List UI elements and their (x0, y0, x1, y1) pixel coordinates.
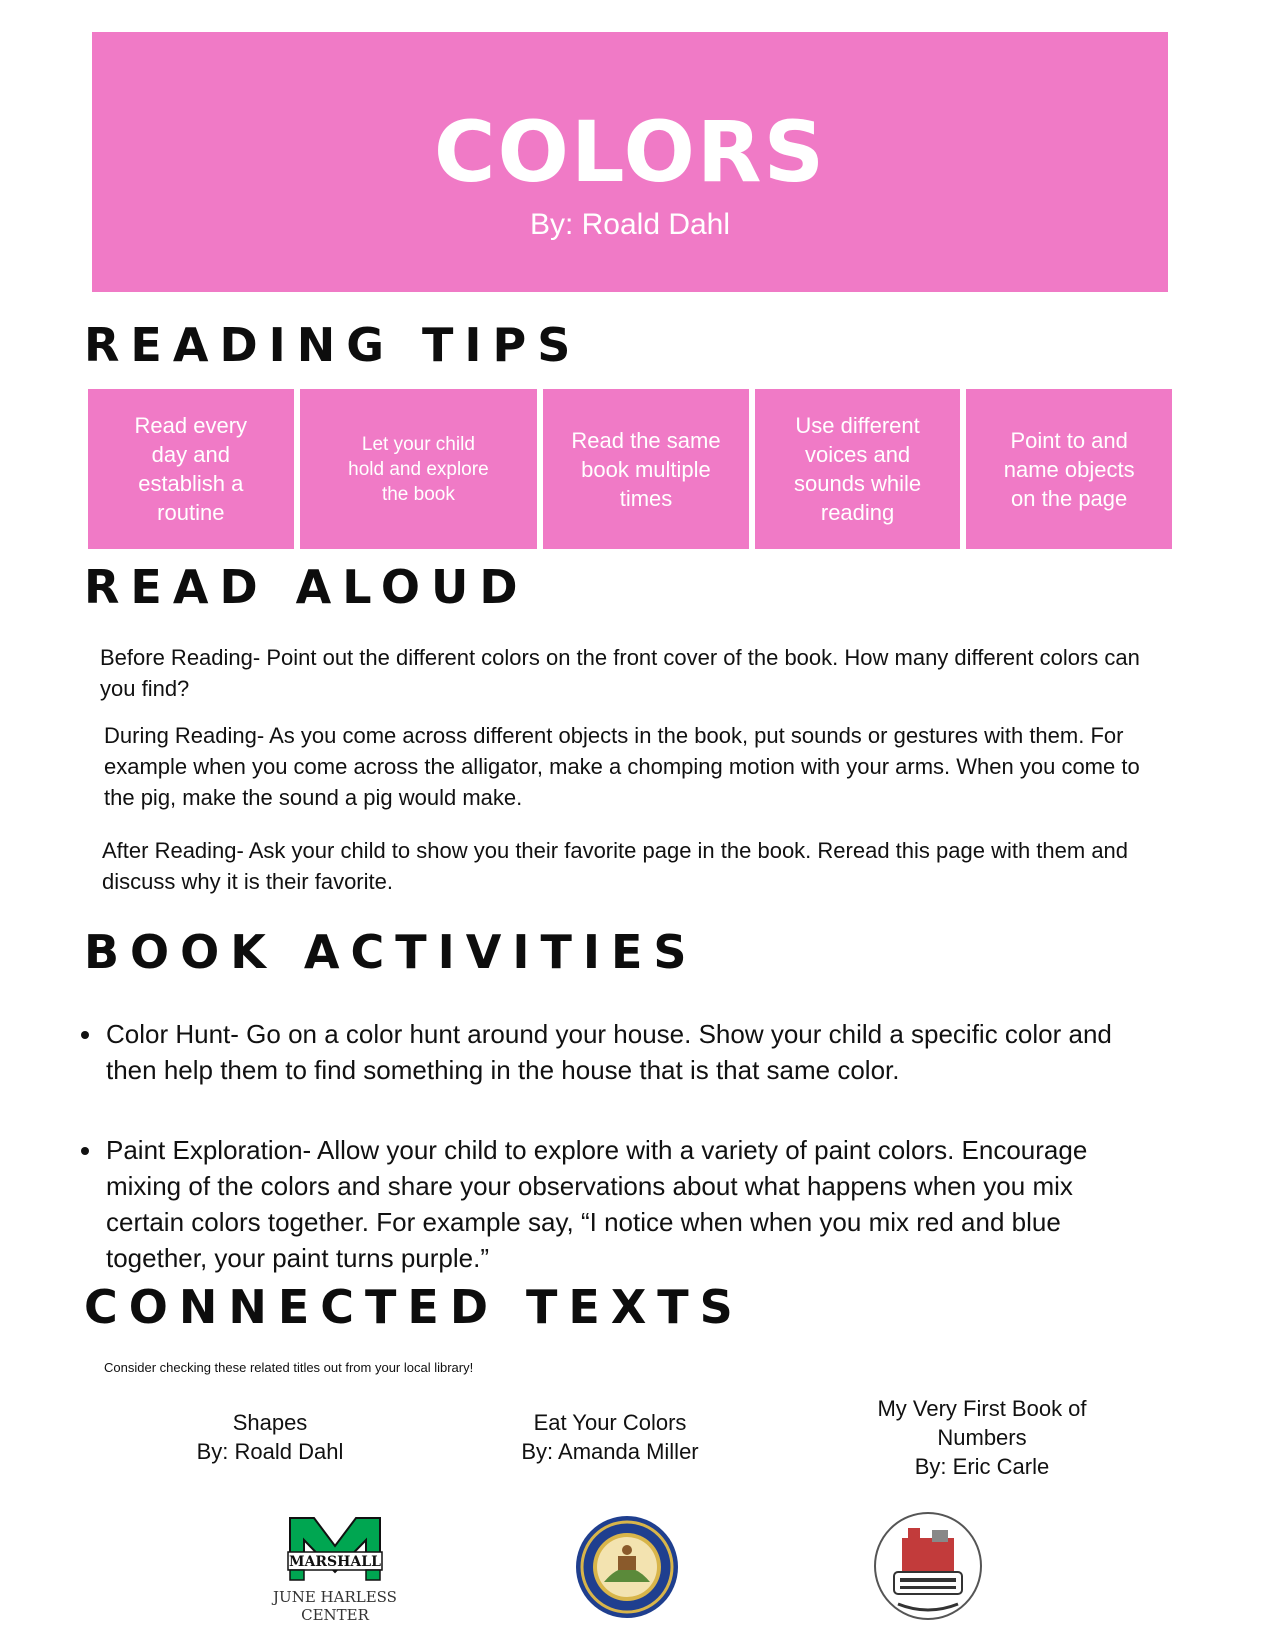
svg-text:CENTER: CENTER (301, 1606, 369, 1624)
connected-book (460, 1408, 760, 1466)
activity-item: • Paint Exploration- Allow your child to explore with a variety of paint colors. Encourage mixing of the colors and share your observations about what happens when you mix certain colors together. For example say, “I notice when when you mix red and blue together, your paint turns purple.” (104, 1132, 1124, 1276)
connected-book (120, 1408, 420, 1466)
connected-book-author: By: Roald Dahl (196, 1439, 344, 1464)
tip-card: Read the same book multiple times (543, 389, 749, 549)
tip-card: Use different voices and sounds while reading (755, 389, 961, 549)
connected-book-title: Eat Your Colors (533, 1410, 687, 1435)
during-reading-text: During Reading- As you come across different objects in the book, put sounds or gestures with them. For example when you come across the alligator, make a chomping motion with your arms. When you come to the pig, make the sound a pig would make. (104, 723, 1140, 810)
svg-text:JUNE HARLESS: JUNE HARLESS (273, 1588, 397, 1606)
connected-texts-heading: CONNECTED TEXTS (84, 1280, 744, 1334)
activity-item: • Color Hunt- Go on a color hunt around your house. Show your child a specific color and then help them to find something in the house that is that same color. (104, 1016, 1124, 1088)
title-banner (92, 32, 1168, 292)
tip-card: Let your child hold and explore the book (300, 389, 538, 549)
book-title: COLORS (433, 103, 827, 201)
activities-list (78, 1016, 1124, 1320)
book-activities-heading: BOOK ACTIVITIES (84, 925, 698, 979)
reading-tips-row (88, 389, 1172, 549)
svg-text:MARSHALL: MARSHALL (289, 1554, 381, 1570)
connected-book-author: By: Eric Carle (914, 1454, 1050, 1479)
tip-card: Point to and name objects on the page (966, 389, 1172, 549)
read-aloud-heading: READ ALOUD (84, 560, 529, 614)
marshall-logo (270, 1516, 400, 1624)
reading-tips-heading: READING TIPS (84, 318, 582, 372)
imagination-library-logo (872, 1510, 984, 1622)
connected-book-author: By: Amanda Miller (521, 1439, 699, 1464)
connected-book-title: My Very First Book of Numbers (877, 1396, 1087, 1450)
after-reading-text: After Reading- Ask your child to show you their favorite page in the book. Reread this page with them and discuss why it is their favorite. (102, 838, 1129, 894)
connected-book-title: Shapes (232, 1410, 308, 1435)
wv-department-of-education-seal (574, 1514, 680, 1620)
before-reading-text: Before Reading- Point out the different colors on the front cover of the book. How many different colors can you find? (100, 645, 1140, 701)
connected-book (832, 1394, 1132, 1481)
library-note: Consider checking these related titles out from your local library! (104, 1360, 474, 1375)
book-author: By: Roald Dahl (529, 208, 731, 241)
tip-card: Read every day and establish a routine (88, 389, 294, 549)
